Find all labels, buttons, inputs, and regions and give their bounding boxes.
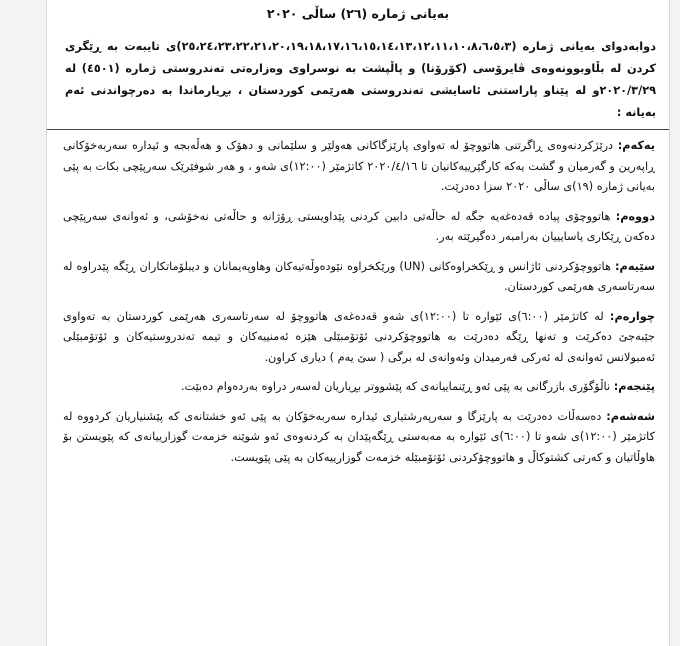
paragraph-text: ناڵۆگۆری بازرگانی بە پێی ئەو ڕێنماییانەی کە پێشووتر بڕیاریان لەسەر دراوە بەردەوام دەبێت. — [180, 380, 614, 393]
paragraph-3 — [47, 257, 669, 298]
paragraph-1 — [47, 136, 669, 198]
paragraph-text: دەسەڵات دەدرێت بە پارێزگا و سەرپەرشتیاری ئیدارە سەربەخۆکان بە پێی ئەو خشتانەی کە پێشنیاریان کردووە لە کاتژمێر (١٢:٠٠)ی شەو تا (٦:٠٠)ی ئێوارە بە مەبەستی ڕێگەپێدان بە کردنەوەی ئەو شوێنە خزمەت گوزارییانەی کە پێویستن بۆ هاوڵاتیان و کەرتی کشتوکاڵ و هاتووچۆکردنی ئۆتۆمبێلە خزمەت گوزارییەکان بە پێی پێویست. — [63, 409, 655, 464]
paragraph-label: شەشەم: — [606, 409, 655, 423]
paragraph-label: سێیەم: — [615, 259, 655, 273]
paragraph-text: هاتووچۆکردنی ئاژانس و ڕێکخراوەکانی (UN) ورێکخراوە نێودەوڵەتیەکان وهاوپەیمانان و دیبلۆماتکاران ڕێگە پێدراوە لە سەرتاسەری هەرێمی کوردستان. — [63, 259, 655, 293]
paragraph-4 — [47, 307, 669, 369]
paragraph-label: یەکەم: — [617, 139, 655, 152]
paragraph-label: چوارەم: — [609, 309, 655, 323]
paragraph-label: دووەم: — [615, 209, 655, 223]
intro-paragraph: دوابەدوای بەیانی ژمارە (٢٥،٢٤،٢٣،٢٢،٢١،٢٠،١٩،١٨،١٧،١٦،١٥،١٤،١٣،١٢،١١،١٠،٨،٦،٥،٣)ی تایبەت بە ڕێگری کردن لە بڵاوبوونەوەی ڤایرۆسی (کۆرۆنا) و پاڵپشت بە نوسراوی وەزارەتی تەندروستی ژمارە (٤٥٠١) لە ٢٠٢٠/٣/٢٩و لە پێناو پاراستنی ئاسایشی تەندروستی هەرێمی کوردستان ، بڕیارماندا بە دەرچواندنی ئەم بەیانە : — [65, 40, 656, 119]
document-title: بەیانی ژمارە (٢٦) ساڵی ٢٠٢٠ — [266, 6, 450, 21]
paragraph-label: پێنجەم: — [613, 380, 655, 393]
divider — [47, 129, 669, 130]
paragraph-6 — [47, 407, 669, 469]
paragraph-5 — [47, 377, 669, 398]
paragraph-text: لە کاتژمێر (٦:٠٠)ی ئێوارە تا (١٢:٠٠)ی شەو قەدەغەی هاتووچۆ لە سەرتاسەری هەرێمی کوردستان بە تەواوی جێبەجێ دەکرێت و تەنها ڕێگە دەدرێت بە هاتووچۆکردنی ئۆتۆمبێلی هێزە ئەمنییەکان و تیمە تەندروستیەکان و ئۆتۆمبێلی ئەمبولانس ئەوانەی لە ئەرکی فەرمیدان وئەوانەی لە برگی ( سێ یەم ) دیاری کراون. — [63, 309, 655, 364]
paragraph-text: هاتووچۆی پیادە قەدەغەیە جگە لە حاڵەتی دابین کردنی پێداویستی ڕۆژانە و حاڵەتی نەخۆشی، و ئەوانەی سەرپێچی دەکەن ڕێکاری یاسایییان بەرامبەر دەگیرێتە بەر. — [63, 209, 655, 243]
paragraph-2 — [47, 207, 669, 248]
document-page — [46, 0, 670, 646]
paragraph-text: درێژکردنەوەی ڕاگرتنی هاتووچۆ لە تەواوی پارێزگاکانی هەولێر و سلێمانی و دهۆک و هەڵەبجە و ئیدارە سەربەخۆکانی ڕاپەرین و گەرمیان و گشت یەکە کارگێرییەکانیان تا ٢٠٢٠/٤/١٦ کاتژمێر (١٢:٠٠)ی شەو ، و هەر شوفێرێک سەرپێچی بکات بە پێی بەیانی ژمارە (١٩)ی ساڵی ٢٠٢٠ سزا دەدرێت. — [63, 139, 655, 193]
